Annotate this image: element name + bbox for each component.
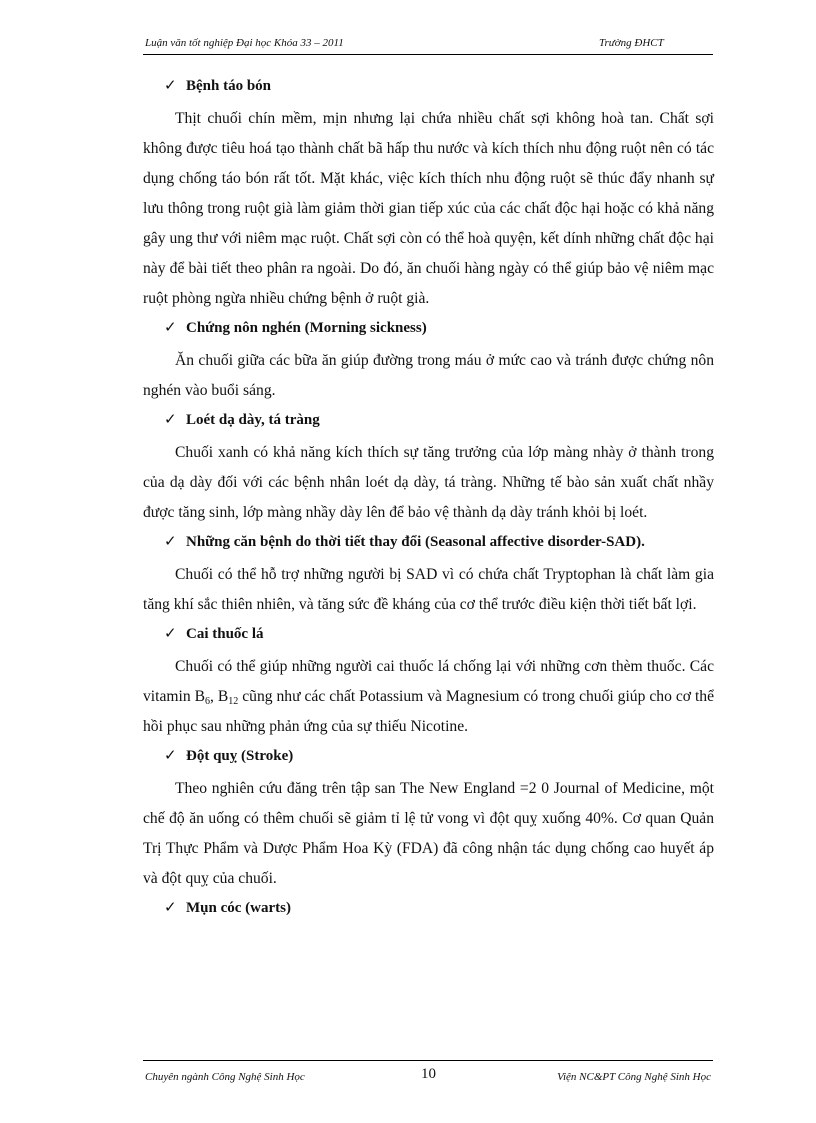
- section-heading-morning-sickness: [143, 318, 714, 338]
- check-icon: ✓: [164, 534, 177, 550]
- section-heading-stroke: [143, 746, 714, 766]
- header-university: Trường ĐHCT: [599, 37, 664, 49]
- section-heading-ulcer: [143, 410, 714, 430]
- section-paragraph: Chuối có thể giúp những người cai thuốc lá chống lại với những cơn thèm thuốc. Các vitamin $B_6$, $B_{12}$ cũng như các chất Potassium và Magnesium có trong chuối giúp cho cơ thể hồi phục sau những phản ứng của sự thiếu Nicotine.: [143, 658, 714, 735]
- check-icon: ✓: [164, 320, 177, 336]
- section-paragraph: Chuối có thể hỗ trợ những người bị SAD vì có chứa chất Tryptophan là chất làm gia tăng khí sắc thiên nhiên, và tăng sức đề kháng của cơ thể trước điều kiện thời tiết bất lợi.: [143, 566, 714, 613]
- check-icon: ✓: [164, 748, 177, 764]
- check-icon: ✓: [164, 900, 177, 916]
- section-title: Cai thuốc lá: [186, 626, 264, 642]
- section-paragraph: Chuối xanh có khả năng kích thích sự tăng trưởng của lớp màng nhày ở thành trong của dạ dày đối với các bệnh nhân loét dạ dày, tá tràng. Những tế bào sản xuất chất nhầy được tăng sinh, lớp màng nhầy dày lên để bảo vệ thành dạ dày tránh khỏi bị loét.: [143, 444, 714, 521]
- page-number: 10: [421, 1066, 436, 1082]
- section-title: Đột quỵ (Stroke): [186, 748, 294, 764]
- section-paragraph: Thịt chuối chín mềm, mịn nhưng lại chứa nhiều chất sợi không hoà tan. Chất sợi không được tiêu hoá tạo thành chất bã hấp thu nước và kích thích nhu động ruột nên có tác dụng chống táo bón rất tốt. Mặt khác, việc kích thích nhu động ruột sẽ thúc đẩy nhanh sự lưu thông trong ruột già làm giảm thời gian tiếp xúc của các chất độc hại hoặc có khả năng gây ung thư với niêm mạc ruột. Chất sợi còn có thể hoà quyện, kết dính những chất độc hại này để bài tiết theo phân ra ngoài. Do đó, ăn chuối hàng ngày có thể giúp bảo vệ niêm mạc ruột phòng ngừa nhiều chứng bệnh ở ruột già.: [143, 110, 714, 307]
- footer-major: Chuyên ngành Công Nghệ Sinh Học: [145, 1071, 305, 1083]
- section-heading-warts: [143, 898, 714, 918]
- footer-institute: Viện NC&PT Công Nghệ Sinh Học: [557, 1071, 711, 1083]
- section-title: Chứng nôn nghén (Morning sickness): [186, 320, 427, 336]
- page-footer: [143, 1060, 713, 1087]
- page-content: [143, 72, 714, 926]
- check-icon: ✓: [164, 78, 177, 94]
- section-title: Mụn cóc (warts): [186, 900, 291, 916]
- section-paragraph: Theo nghiên cứu đăng trên tập san The New England =2 0 Journal of Medicine, một chế độ ăn uống có thêm chuối sẽ giảm tỉ lệ tử vong vì đột quỵ xuống 40%. Cơ quan Quản Trị Thực Phẩm và Dược Phẩm Hoa Kỳ (FDA) đã công nhận tác dụng chống cao huyết áp và đột quỵ của chuối.: [143, 780, 714, 887]
- header-thesis-title: Luận văn tốt nghiệp Đại học Khóa 33 – 2011: [145, 37, 344, 49]
- section-heading-constipation: [143, 76, 714, 96]
- section-title: Những căn bệnh do thời tiết thay đổi (Seasonal affective disorder-SAD).: [186, 534, 645, 550]
- page-header: [143, 34, 713, 55]
- check-icon: ✓: [164, 412, 177, 428]
- section-heading-sad: [143, 532, 714, 552]
- section-title: Bệnh táo bón: [186, 78, 272, 94]
- section-heading-quit-smoking: [143, 624, 714, 644]
- section-title: Loét dạ dày, tá tràng: [186, 412, 320, 428]
- section-paragraph: Ăn chuối giữa các bữa ăn giúp đường trong máu ở mức cao và tránh được chứng nôn nghén vào buổi sáng.: [143, 352, 714, 399]
- check-icon: ✓: [164, 626, 177, 642]
